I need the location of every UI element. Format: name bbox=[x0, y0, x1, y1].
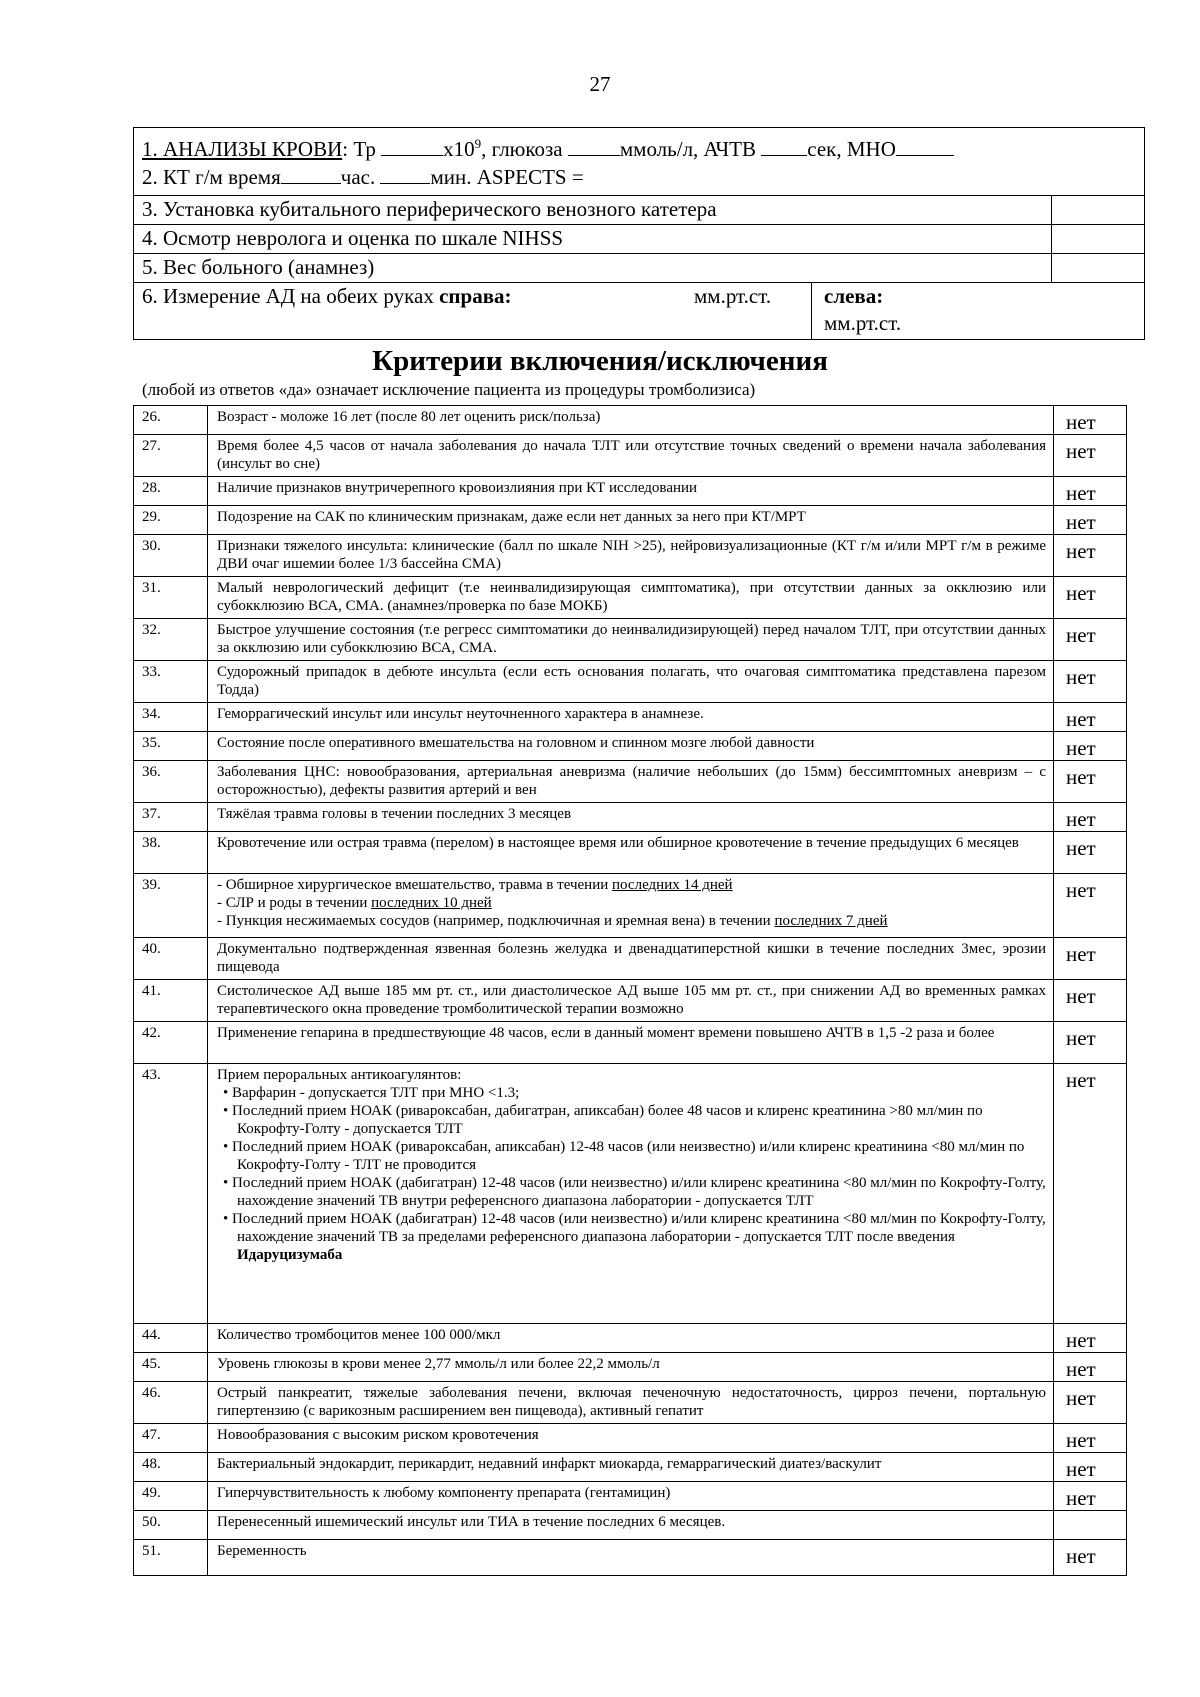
anticoagulant-bullet-text: Последний прием НОАК (дабигатран) 12-48 часов (или неизвестно) и/или клиренс креатинина <80 мл/мин по Кокрофту-Голту, нахождение значений ТВ внутри референсного диапазона лаборатории - допускается ТЛТ bbox=[232, 1175, 1046, 1209]
criteria-number: 44. bbox=[134, 1324, 208, 1352]
criteria-answer[interactable]: нет bbox=[1066, 836, 1096, 860]
inr-field[interactable] bbox=[896, 137, 954, 156]
criteria-text bbox=[208, 1424, 1054, 1452]
criteria-answer[interactable]: нет bbox=[1066, 807, 1096, 831]
bp-left-arm-cell[interactable] bbox=[812, 283, 1144, 339]
glucose-field[interactable] bbox=[568, 137, 620, 156]
anticoagulant-bullet bbox=[217, 1138, 1046, 1174]
criteria-text-line: Тяжёлая травма головы в течении последних 3 месяцев bbox=[217, 806, 572, 822]
anticoagulant-bullet-text: Последний прием НОАК (ривароксабан, апиксабан) 12-48 часов (или неизвестно) и/или клиренс креатинина <80 мл/мин по Кокрофту-Голту - ТЛТ не проводится bbox=[232, 1139, 1025, 1173]
criteria-text bbox=[208, 832, 1054, 873]
form-row-label: 4. Осмотр невролога и оценка по шкале NIHSS bbox=[134, 225, 1052, 253]
criteria-subitem-period: последних 14 дней bbox=[612, 877, 733, 893]
criteria-text-line: Заболевания ЦНС: новообразования, артериальная аневризма (наличие небольших (до 15мм) бессимптомных аневризм – с осторожностью), дефекты развития артерий и вен bbox=[217, 764, 1046, 798]
criteria-answer[interactable]: нет bbox=[1066, 1486, 1096, 1510]
page-number: 27 bbox=[589, 72, 611, 96]
criteria-text bbox=[208, 577, 1054, 618]
inr-label: сек, МНО bbox=[807, 137, 896, 161]
criteria-row bbox=[134, 803, 1126, 832]
criteria-answer[interactable]: нет bbox=[1066, 623, 1096, 647]
criteria-answer[interactable]: нет bbox=[1066, 878, 1096, 902]
form-row-label: 3. Установка кубитального периферического венозного катетера bbox=[134, 196, 1052, 224]
criteria-number: 32. bbox=[134, 619, 208, 660]
criteria-row bbox=[134, 1482, 1126, 1511]
criteria-text-line: Гиперчувствительность к любому компоненту препарата (гентамицин) bbox=[217, 1485, 671, 1501]
criteria-number: 31. bbox=[134, 577, 208, 618]
criteria-text bbox=[208, 477, 1054, 505]
form-row-catheter bbox=[134, 196, 1144, 225]
criteria-row bbox=[134, 832, 1126, 874]
criteria-text bbox=[208, 1382, 1054, 1423]
criteria-answer[interactable]: нет bbox=[1066, 1544, 1096, 1568]
criteria-table bbox=[133, 405, 1127, 1576]
anticoagulant-bullet bbox=[217, 1102, 1046, 1138]
criteria-text bbox=[208, 938, 1054, 979]
criteria-text bbox=[208, 1064, 1054, 1323]
criteria-subitem-text: - СЛР и роды в течении bbox=[217, 895, 372, 911]
criteria-row bbox=[134, 535, 1126, 577]
criteria-answer[interactable]: нет bbox=[1066, 581, 1096, 605]
aptt-label: ммоль/л, АЧТВ bbox=[619, 137, 762, 161]
criteria-number: 28. bbox=[134, 477, 208, 505]
criteria-text-line: Время более 4,5 часов от начала заболевания до начала ТЛТ или отсутствие точных сведений о времени начала заболевания (инсульт во сне) bbox=[217, 438, 1046, 472]
criteria-answer[interactable]: нет bbox=[1066, 665, 1096, 689]
criteria-answer[interactable]: нет bbox=[1066, 1428, 1096, 1452]
ct-minute-field[interactable] bbox=[380, 165, 430, 184]
ct-hour-label: час. bbox=[340, 165, 381, 189]
criteria-text-line: Возраст - моложе 16 лет (после 80 лет оценить риск/польза) bbox=[217, 409, 601, 425]
section-subtitle: (любой из ответов «да» означает исключение пациента из процедуры тромболизиса) bbox=[142, 380, 756, 399]
criteria-row bbox=[134, 1064, 1126, 1324]
criteria-answer[interactable]: нет bbox=[1066, 1357, 1096, 1381]
criteria-text bbox=[208, 435, 1054, 476]
bullet-icon: • bbox=[223, 1085, 233, 1101]
blood-tests-label: 1. АНАЛИЗЫ КРОВИ bbox=[142, 137, 343, 161]
criteria-text bbox=[208, 1324, 1054, 1352]
criteria-number: 45. bbox=[134, 1353, 208, 1381]
criteria-text-line: Перенесенный ишемический инсульт или ТИА в течение последних 6 месяцев. bbox=[217, 1514, 726, 1530]
criteria-answer[interactable]: нет bbox=[1066, 481, 1096, 505]
criteria-text-line: Состояние после оперативного вмешательства на головном и спинном мозге любой давности bbox=[217, 735, 815, 751]
criteria-row bbox=[134, 1540, 1126, 1575]
form-row-checkbox[interactable] bbox=[1052, 254, 1144, 282]
criteria-text bbox=[208, 761, 1054, 802]
criteria-number: 33. bbox=[134, 661, 208, 702]
blood-tests-line bbox=[142, 130, 1136, 163]
criteria-text bbox=[208, 1022, 1054, 1063]
criteria-text bbox=[208, 732, 1054, 760]
form-row-checkbox[interactable] bbox=[1052, 225, 1144, 253]
criteria-row bbox=[134, 1453, 1126, 1482]
bullet-icon: • bbox=[223, 1211, 233, 1227]
criteria-number: 34. bbox=[134, 703, 208, 731]
criteria-subitem-period: последних 10 дней bbox=[371, 895, 492, 911]
anticoagulant-intro: Прием пероральных антикоагулянтов: bbox=[217, 1067, 462, 1083]
criteria-answer[interactable]: нет bbox=[1066, 510, 1096, 534]
criteria-text bbox=[208, 874, 1054, 937]
criteria-text-line: Бактериальный эндокардит, перикардит, недавний инфаркт миокарда, гемаррагический диатез/васкулит bbox=[217, 1456, 882, 1472]
criteria-row bbox=[134, 703, 1126, 732]
criteria-text-line: Беременность bbox=[217, 1543, 307, 1559]
criteria-subitem bbox=[217, 912, 1046, 930]
criteria-answer[interactable]: нет bbox=[1066, 1328, 1096, 1352]
form-row-nihss bbox=[134, 225, 1144, 254]
criteria-row bbox=[134, 406, 1126, 435]
criteria-number: 47. bbox=[134, 1424, 208, 1452]
criteria-row bbox=[134, 732, 1126, 761]
criteria-row bbox=[134, 1324, 1126, 1353]
criteria-answer[interactable]: нет bbox=[1066, 736, 1096, 760]
bp-right-unit: мм.рт.ст. bbox=[694, 284, 772, 308]
criteria-text-line: Кровотечение или острая травма (перелом) в настоящее время или обширное кровотечение в течение предыдущих 6 месяцев bbox=[217, 835, 1019, 851]
platelets-field[interactable] bbox=[381, 137, 443, 156]
criteria-number: 36. bbox=[134, 761, 208, 802]
criteria-text-line: Геморрагический инсульт или инсульт неуточненного характера в анамнезе. bbox=[217, 706, 704, 722]
criteria-number: 46. bbox=[134, 1382, 208, 1423]
bp-right-arm-label: справа: bbox=[439, 284, 512, 308]
platelets-unit: х10 bbox=[443, 137, 475, 161]
criteria-text-line: Малый неврологический дефицит (т.е неинвалидизирующая симптоматика), при отсутствии данных за окклюзию или субокклюзию ВСА, СМА. (анамнез/проверка по базе МОКБ) bbox=[217, 580, 1046, 614]
form-row-blood-pressure bbox=[134, 283, 1144, 339]
criteria-text bbox=[208, 661, 1054, 702]
form-row-label: 5. Вес больного (анамнез) bbox=[134, 254, 1052, 282]
criteria-number: 42. bbox=[134, 1022, 208, 1063]
criteria-text-line: Новообразования с высоким риском кровотечения bbox=[217, 1427, 539, 1443]
bp-left-arm-label: слева: bbox=[824, 284, 884, 308]
criteria-row bbox=[134, 506, 1126, 535]
criteria-number: 27. bbox=[134, 435, 208, 476]
criteria-text bbox=[208, 803, 1054, 831]
criteria-subitem bbox=[217, 876, 1046, 894]
criteria-text bbox=[208, 703, 1054, 731]
criteria-subitem-text: - Пункция несжимаемых сосудов (например, подключичная и яремная вена) в течении bbox=[217, 913, 775, 929]
criteria-number: 51. bbox=[134, 1540, 208, 1575]
criteria-row bbox=[134, 1424, 1126, 1453]
assessment-form bbox=[133, 127, 1145, 340]
criteria-text bbox=[208, 1353, 1054, 1381]
criteria-text-line: Систолическое АД выше 185 мм рт. ст., или диастолическое АД выше 105 мм рт. ст., при снижении АД во временных рамках терапевтического окна проведение тромболитической терапии возможно bbox=[217, 983, 1046, 1017]
ct-hour-field[interactable] bbox=[281, 165, 341, 184]
criteria-text-line: Признаки тяжелого инсульта: клинические (балл по шкале NIH >25), нейровизуализационные (КТ г/м и/или МРТ г/м в режиме ДВИ очаг ишемии более 1/3 бассейна СМА) bbox=[217, 538, 1046, 572]
glucose-label: , глюкоза bbox=[481, 137, 568, 161]
criteria-text-line: Документально подтвержденная язвенная болезнь желудка и двенадцатиперстной кишки в течение последних 3мес, эрозии пищевода bbox=[217, 941, 1046, 975]
criteria-row bbox=[134, 1511, 1126, 1540]
criteria-answer[interactable]: нет bbox=[1066, 539, 1096, 563]
criteria-text-line: Применение гепарина в предшествующие 48 часов, если в данный момент времени повышено АЧТВ в 1,5 -2 раза и более bbox=[217, 1025, 995, 1041]
criteria-number: 35. bbox=[134, 732, 208, 760]
criteria-text bbox=[208, 1511, 1054, 1539]
bullet-icon: • bbox=[223, 1103, 233, 1119]
section-title: Критерии включения/исключения bbox=[372, 345, 828, 377]
criteria-answer[interactable] bbox=[1054, 1511, 1126, 1539]
bullet-icon: • bbox=[223, 1175, 233, 1191]
criteria-number: 30. bbox=[134, 535, 208, 576]
criteria-number: 48. bbox=[134, 1453, 208, 1481]
aptt-field[interactable] bbox=[761, 137, 807, 156]
criteria-text bbox=[208, 406, 1054, 434]
criteria-text bbox=[208, 1482, 1054, 1510]
bp-right-arm-cell[interactable] bbox=[134, 283, 812, 339]
criteria-number: 40. bbox=[134, 938, 208, 979]
form-row-checkbox[interactable] bbox=[1052, 196, 1144, 224]
criteria-answer[interactable]: нет bbox=[1066, 439, 1096, 463]
criteria-subitem bbox=[217, 894, 1046, 912]
criteria-row bbox=[134, 1382, 1126, 1424]
anticoagulant-bullet bbox=[217, 1084, 1046, 1102]
criteria-row bbox=[134, 661, 1126, 703]
criteria-row bbox=[134, 435, 1126, 477]
form-row-weight bbox=[134, 254, 1144, 283]
platelets-exponent: 9 bbox=[474, 136, 482, 151]
criteria-text bbox=[208, 535, 1054, 576]
criteria-number: 43. bbox=[134, 1064, 208, 1323]
criteria-text-line: Острый панкреатит, тяжелые заболевания печени, включая печеночную недостаточность, цирроз печени, портальную гипертензию (с варикозным расширением вен пищевода), активный гепатит bbox=[217, 1385, 1046, 1419]
criteria-text-line: Наличие признаков внутричерепного кровоизлияния при КТ исследовании bbox=[217, 480, 698, 496]
criteria-answer[interactable]: нет bbox=[1066, 1386, 1096, 1410]
criteria-number: 29. bbox=[134, 506, 208, 534]
criteria-row bbox=[134, 1353, 1126, 1382]
ct-aspects-label: мин. ASPECTS = bbox=[430, 165, 584, 189]
idarucizumab-label: Идаруцизумаба bbox=[237, 1247, 343, 1263]
anticoagulant-bullet-text: Варфарин - допускается ТЛТ при МНО <1.3; bbox=[232, 1085, 520, 1101]
criteria-answer[interactable]: нет bbox=[1066, 942, 1096, 966]
criteria-text bbox=[208, 1453, 1054, 1481]
criteria-number: 49. bbox=[134, 1482, 208, 1510]
criteria-row bbox=[134, 577, 1126, 619]
criteria-text-line: Уровень глюкозы в крови менее 2,77 ммоль/л или более 22,2 ммоль/л bbox=[217, 1356, 660, 1372]
platelets-label: : Тр bbox=[342, 137, 382, 161]
criteria-answer[interactable]: нет bbox=[1066, 984, 1096, 1008]
bullet-icon: • bbox=[223, 1139, 233, 1155]
criteria-number: 26. bbox=[134, 406, 208, 434]
anticoagulant-bullet bbox=[217, 1210, 1046, 1264]
anticoagulant-bullet-text: Последний прием НОАК (ривароксабан, дабигатран, апиксабан) более 48 часов и клиренс креатинина >80 мл/мин по Кокрофту-Голту - допускается ТЛТ bbox=[232, 1103, 983, 1137]
criteria-answer[interactable]: нет bbox=[1066, 1068, 1096, 1092]
criteria-text bbox=[208, 980, 1054, 1021]
criteria-subitem-text: - Обширное хирургическое вмешательство, травма в течении bbox=[217, 877, 613, 893]
criteria-answer[interactable]: нет bbox=[1066, 1457, 1096, 1481]
criteria-subitem-period: последних 7 дней bbox=[774, 913, 888, 929]
criteria-row bbox=[134, 874, 1126, 938]
criteria-text-line: Подозрение на САК по клиническим признакам, даже если нет данных за него при КТ/МРТ bbox=[217, 509, 806, 525]
criteria-row bbox=[134, 477, 1126, 506]
criteria-row bbox=[134, 1022, 1126, 1064]
criteria-text-line: Количество тромбоцитов менее 100 000/мкл bbox=[217, 1327, 501, 1343]
criteria-number: 37. bbox=[134, 803, 208, 831]
criteria-text bbox=[208, 506, 1054, 534]
criteria-number: 50. bbox=[134, 1511, 208, 1539]
criteria-text-line: Судорожный припадок в дебюте инсульта (если есть основания полагать, что очаговая симптоматика представлена парезом Тодда) bbox=[217, 664, 1046, 698]
bp-left-unit: мм.рт.ст. bbox=[824, 311, 902, 335]
blood-tests-block bbox=[134, 128, 1144, 196]
criteria-number: 39. bbox=[134, 874, 208, 937]
criteria-row bbox=[134, 761, 1126, 803]
ct-line bbox=[142, 163, 1136, 191]
anticoagulant-bullet bbox=[217, 1174, 1046, 1210]
criteria-number: 38. bbox=[134, 832, 208, 873]
criteria-answer[interactable]: нет bbox=[1066, 765, 1096, 789]
criteria-row bbox=[134, 619, 1126, 661]
criteria-row bbox=[134, 938, 1126, 980]
anticoagulant-bullet-text: Последний прием НОАК (дабигатран) 12-48 часов (или неизвестно) и/или клиренс креатинина <80 мл/мин по Кокрофту-Голту, нахождение значений ТВ за пределами референсного диапазона лаборатории - допускается ТЛТ после введения bbox=[232, 1211, 1046, 1245]
criteria-number: 41. bbox=[134, 980, 208, 1021]
bp-label: 6. Измерение АД на обеих руках bbox=[142, 284, 440, 308]
criteria-answer[interactable]: нет bbox=[1066, 410, 1096, 434]
criteria-text bbox=[208, 619, 1054, 660]
criteria-answer[interactable]: нет bbox=[1066, 707, 1096, 731]
ct-time-label: 2. КТ г/м время bbox=[142, 165, 281, 189]
criteria-row bbox=[134, 980, 1126, 1022]
criteria-answer[interactable]: нет bbox=[1066, 1026, 1096, 1050]
criteria-text bbox=[208, 1540, 1054, 1575]
criteria-text-line: Быстрое улучшение состояния (т.е регресс симптоматики до неинвалидизирующей) перед началом ТЛТ, при отсутствии данных за окклюзию или субокклюзию ВСА, СМА. bbox=[217, 622, 1046, 656]
